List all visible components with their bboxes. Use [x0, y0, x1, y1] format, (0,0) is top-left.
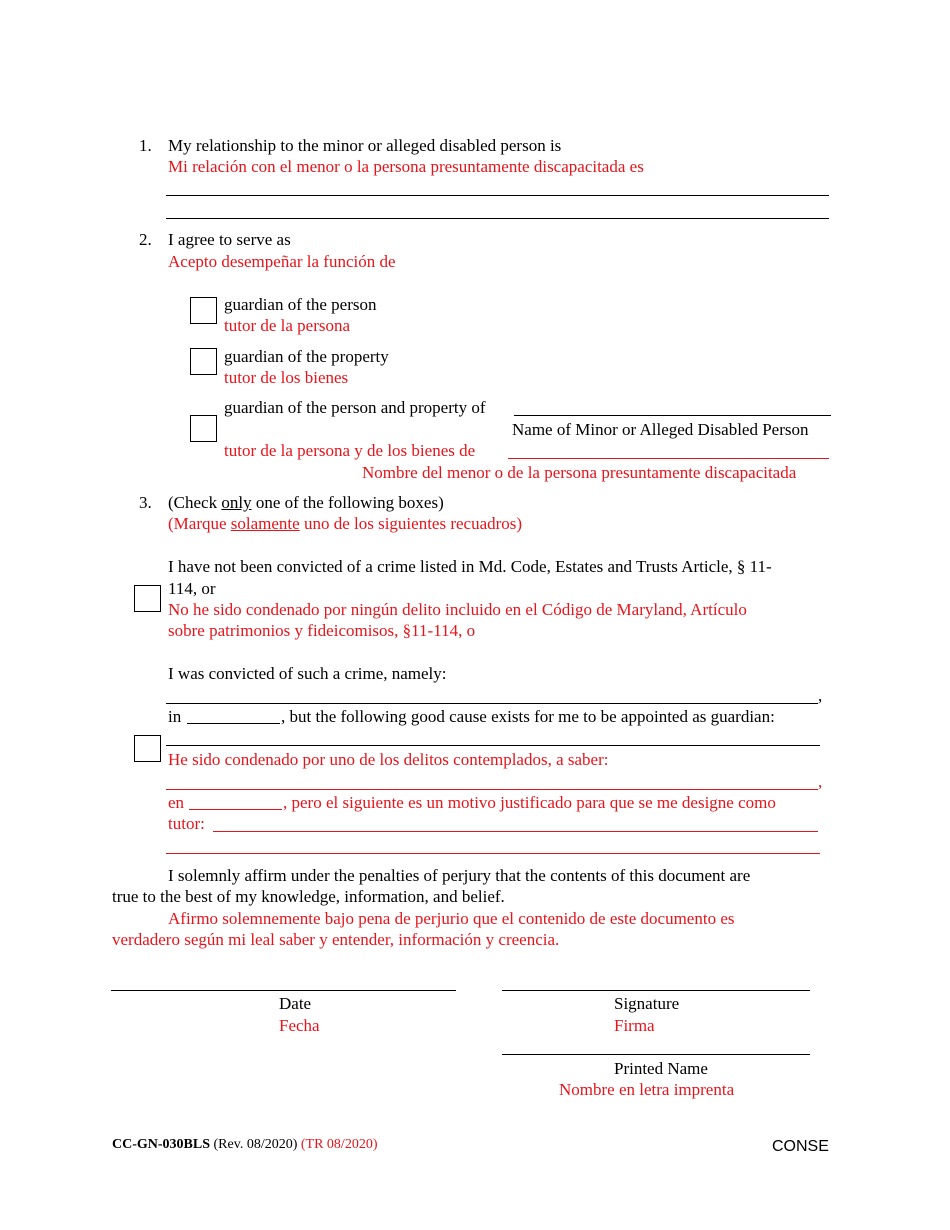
footer-right-text: CONSE: [772, 1138, 829, 1155]
crime-comma: ,: [818, 686, 823, 705]
item1-number: 1.: [139, 136, 152, 155]
not-convicted-text-es-2: sobre patrimonios y fideicomisos, §11-114, o: [168, 621, 476, 640]
convicted-in-label: in: [168, 707, 182, 726]
date-label-es: Fecha: [279, 1016, 320, 1035]
affirmation-en-1: I solemnly affirm under the penalties of perjury that the contents of this document are: [168, 866, 751, 885]
guardian-person-property-checkbox[interactable]: [190, 415, 217, 442]
guardian-person-property-label-en: guardian of the person and property of: [224, 398, 486, 417]
crime-name-field-line[interactable]: [166, 703, 818, 704]
form-translation: (TR 08/2020): [300, 1137, 378, 1152]
guardian-person-label-es: tutor de la persona: [224, 316, 351, 335]
relationship-field-line-1[interactable]: [166, 195, 829, 196]
signature-label-en: Signature: [614, 994, 680, 1013]
form-footer: [112, 1135, 377, 1155]
guardian-property-label-en: guardian of the property: [224, 347, 389, 366]
crime-comma-es: ,: [818, 772, 823, 791]
convicted-text-es-3: tutor:: [168, 814, 205, 833]
guardian-property-label-es: tutor de los bienes: [224, 368, 349, 387]
printed-name-label-es: Nombre en letra imprenta: [559, 1080, 735, 1099]
good-cause-field-line-es-2[interactable]: [166, 853, 820, 854]
convicted-checkbox[interactable]: [134, 735, 161, 762]
item1-question-en: My relationship to the minor or alleged disabled person is: [168, 136, 562, 155]
form-revision: (Rev. 08/2020): [213, 1137, 298, 1152]
item1-question-es: Mi relación con el menor o la persona presuntamente discapacitada es: [168, 157, 644, 176]
crime-name-field-line-es[interactable]: [166, 789, 818, 790]
affirmation-es-1: Afirmo solemnemente bajo pena de perjurio que el contenido de este documento es: [168, 909, 735, 928]
convicted-text-es-1: He sido condenado por uno de los delitos contemplados, a saber:: [168, 750, 609, 769]
good-cause-field-line[interactable]: [166, 745, 820, 746]
guardian-person-checkbox[interactable]: [190, 297, 217, 324]
item2-question-es: Acepto desempeñar la función de: [168, 252, 396, 271]
conviction-place-field-line[interactable]: [187, 723, 280, 724]
item2-question-en: I agree to serve as: [168, 230, 291, 249]
guardian-person-property-label-es: tutor de la persona y de los bienes de: [224, 441, 476, 460]
item2-number: 2.: [139, 230, 152, 249]
relationship-field-line-2[interactable]: [166, 218, 829, 219]
not-convicted-text-es-1: No he sido condenado por ningún delito incluido en el Código de Maryland, Artículo: [168, 600, 747, 619]
not-convicted-text-en-2: 114, or: [168, 579, 216, 598]
form-id: CC-GN-030BLS: [112, 1137, 211, 1152]
item3-instruction-en: (Check only one of the following boxes): [168, 493, 444, 512]
minor-name-field-line[interactable]: [514, 415, 831, 416]
guardian-person-label-en: guardian of the person: [224, 295, 377, 314]
signature-label-es: Firma: [614, 1016, 655, 1035]
item3-instruction-es: (Marque solamente uno de los siguientes recuadros): [168, 514, 523, 533]
conviction-place-field-line-es[interactable]: [189, 809, 282, 810]
minor-name-caption-es: Nombre del menor o de la persona presuntamente discapacitada: [362, 463, 797, 482]
printed-name-label-en: Printed Name: [614, 1059, 708, 1078]
not-convicted-text-en-1: I have not been convicted of a crime listed in Md. Code, Estates and Trusts Article, § 11-: [168, 557, 772, 576]
printed-name-field-line[interactable]: [502, 1054, 810, 1055]
convicted-text-en-1: I was convicted of such a crime, namely:: [168, 664, 447, 683]
affirmation-es-2: verdadero según mi leal saber y entender, información y creencia.: [112, 930, 560, 949]
convicted-en-label-es: en: [168, 793, 185, 812]
date-label-en: Date: [279, 994, 312, 1013]
not-convicted-checkbox[interactable]: [134, 585, 161, 612]
guardian-property-checkbox[interactable]: [190, 348, 217, 375]
convicted-text-en-2: , but the following good cause exists for me to be appointed as guardian:: [281, 707, 775, 726]
minor-name-field-line-es[interactable]: [508, 458, 829, 459]
convicted-text-es-2: , pero el siguiente es un motivo justificado para que se me designe como: [283, 793, 776, 812]
minor-name-caption-en: Name of Minor or Alleged Disabled Person: [512, 420, 809, 439]
affirmation-en-2: true to the best of my knowledge, information, and belief.: [112, 887, 505, 906]
good-cause-field-line-es[interactable]: [213, 831, 818, 832]
signature-field-line[interactable]: [502, 990, 810, 991]
item3-number: 3.: [139, 493, 152, 512]
date-field-line[interactable]: [111, 990, 456, 991]
